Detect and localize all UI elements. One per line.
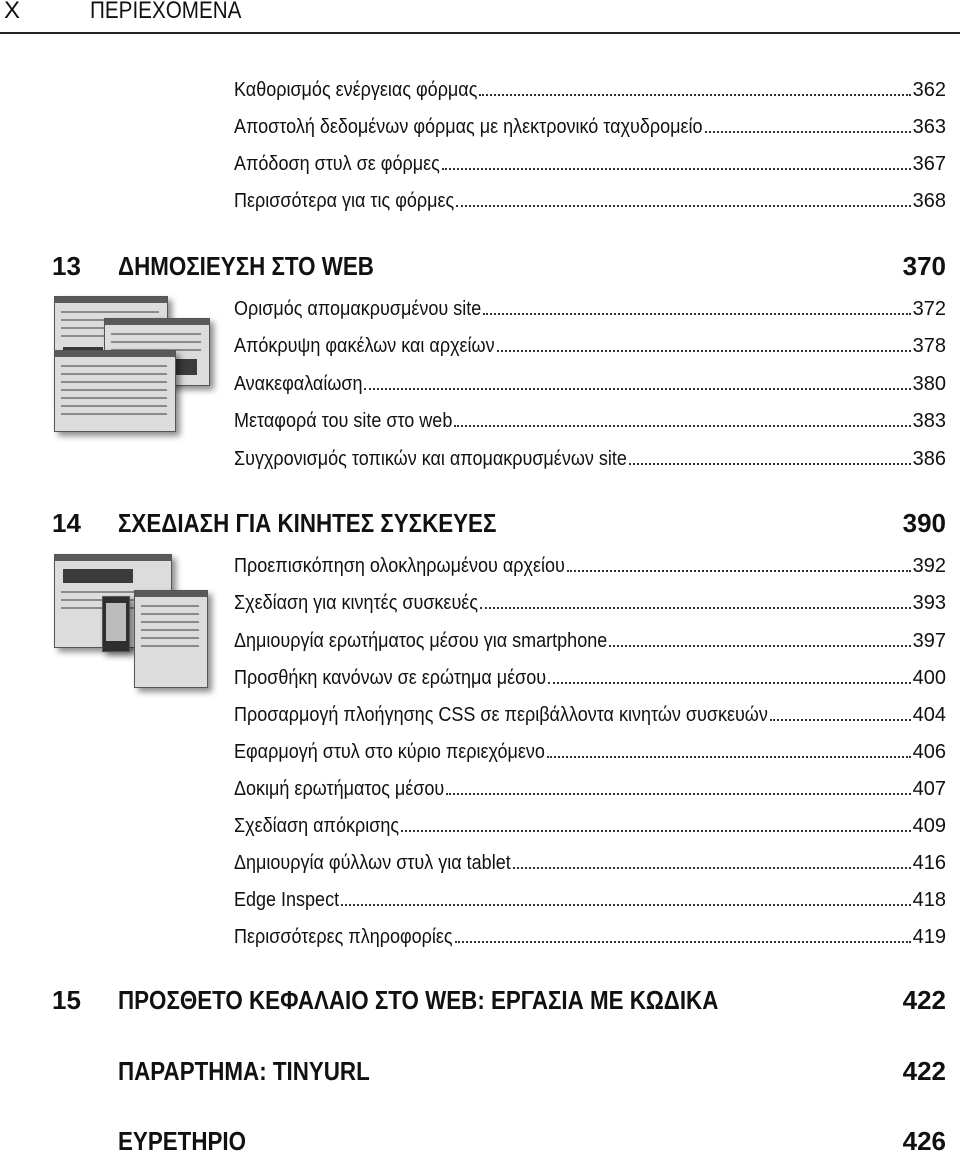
- toc-entry[interactable]: [234, 548, 946, 578]
- toc-entry-title: Σχεδίαση για κινητές συσκευές: [234, 592, 479, 614]
- toc-entry[interactable]: [234, 697, 946, 727]
- toc-entry-title: Edge Inspect: [234, 889, 340, 911]
- toc-entry-title: Απόκρυψη φακέλων και αρχείων: [234, 335, 495, 357]
- running-header: [0, 0, 960, 36]
- toc-entry-title: Σχεδίαση απόκρισης: [234, 815, 400, 837]
- chapter-title[interactable]: ΣΧΕΔΙΑΣΗ ΓΙΑ ΚΙΝΗΤΕΣ ΣΥΣΚΕΥΕΣ: [118, 508, 497, 538]
- toc-entry-page: 368: [912, 190, 946, 212]
- toc-entry-page: 416: [912, 852, 946, 874]
- chapter-number: 13: [52, 251, 81, 281]
- toc-entry[interactable]: [234, 808, 946, 838]
- toc-entry-title: Μεταφορά του site στο web: [234, 410, 453, 432]
- chapter-title[interactable]: ΠΡΟΣΘΕΤΟ ΚΕΦΑΛΑΙΟ ΣΤΟ WEB: ΕΡΓΑΣΙΑ ΜΕ ΚΩΔΙΚΑ: [118, 985, 719, 1015]
- toc-entry[interactable]: [234, 623, 946, 653]
- toc-entry-title: Περισσότερα για τις φόρμες: [234, 190, 455, 212]
- toc-entry-page: 363: [912, 116, 946, 138]
- leader-dots: [705, 131, 911, 133]
- toc-entry[interactable]: [234, 146, 946, 176]
- chapter-page: 422: [902, 985, 946, 1015]
- chapter-number: 14: [52, 508, 81, 538]
- toc-entry-page: 404: [912, 704, 946, 726]
- chapter-page: 370: [902, 251, 946, 281]
- leader-dots: [479, 94, 910, 96]
- leader-dots: [548, 682, 911, 684]
- toc-entry-page: 397: [912, 630, 946, 652]
- leader-dots: [364, 388, 910, 390]
- toc-entry-title: Δημιουργία φύλλων στυλ για tablet: [234, 852, 511, 874]
- toc-entry-page: 419: [912, 926, 946, 948]
- page-title: ΠΕΡΙΕΧΟΜΕΝΑ: [90, 0, 242, 24]
- chapter-page: 390: [902, 508, 946, 538]
- toc-entry-title: Δημιουργία ερωτήματος μέσου για smartphone: [234, 630, 608, 652]
- thumbnail-phone: [102, 596, 130, 652]
- toc-entry-title: Ανακεφαλαίωση: [234, 373, 363, 395]
- toc-entry-title: Δοκιμή ερωτήματος μέσου: [234, 778, 445, 800]
- leader-dots: [609, 645, 910, 647]
- toc-entry-page: 400: [912, 667, 946, 689]
- leader-dots: [401, 830, 911, 832]
- toc-entry[interactable]: [234, 585, 946, 615]
- thumbnail-window: [54, 350, 176, 432]
- toc-entry-page: 392: [912, 555, 946, 577]
- toc-entry-title: Αποστολή δεδομένων φόρμας με ηλεκτρονικό ταχυδρομείο: [234, 116, 703, 138]
- leader-dots: [770, 719, 911, 721]
- toc-entry[interactable]: [234, 441, 946, 471]
- leader-dots: [454, 425, 910, 427]
- toc-entry[interactable]: [234, 660, 946, 690]
- thumbnail-window: [134, 590, 208, 688]
- toc-entry-page: 393: [912, 592, 946, 614]
- leader-dots: [483, 313, 910, 315]
- toc-entry-page: 409: [912, 815, 946, 837]
- appendix-page: 422: [902, 1056, 946, 1086]
- toc-entry-title: Συγχρονισμός τοπικών και απομακρυσμένων site: [234, 448, 627, 470]
- toc-entry-page: 407: [912, 778, 946, 800]
- leader-dots: [456, 205, 910, 207]
- toc-entry[interactable]: [234, 291, 946, 321]
- toc-entry-title: Απόδοση στυλ σε φόρμες: [234, 153, 440, 175]
- leader-dots: [547, 756, 911, 758]
- index-page: 426: [902, 1126, 946, 1156]
- chapter-13-screenshot-thumbnail: [54, 296, 214, 436]
- leader-dots: [442, 168, 911, 170]
- toc-entry-title: Προσαρμογή πλοήγησης CSS σε περιβάλλοντα κινητών συσκευών: [234, 704, 768, 726]
- toc-entry-page: 362: [912, 79, 946, 101]
- leader-dots: [446, 793, 910, 795]
- toc-entry-title: Εφαρμογή στυλ στο κύριο περιεχόμενο: [234, 741, 545, 763]
- toc-entry[interactable]: [234, 845, 946, 875]
- leader-dots: [480, 607, 911, 609]
- page-number: X: [4, 0, 21, 24]
- toc-entry[interactable]: [234, 183, 946, 213]
- toc-entry[interactable]: [234, 882, 946, 912]
- toc-entry-page: 378: [912, 335, 946, 357]
- appendix-title[interactable]: ΠΑΡΑΡΤΗΜΑ: TINYURL: [118, 1056, 370, 1086]
- toc-entry[interactable]: [234, 771, 946, 801]
- toc-entry[interactable]: [234, 919, 946, 949]
- chapter-number: 15: [52, 985, 81, 1015]
- chapter-title[interactable]: ΔΗΜΟΣΙΕΥΣΗ ΣΤΟ WEB: [118, 251, 374, 281]
- toc-entry[interactable]: [234, 72, 946, 102]
- toc-entry-title: Ορισμός απομακρυσμένου site: [234, 298, 482, 320]
- toc-entry-page: 383: [912, 410, 946, 432]
- leader-dots: [513, 867, 911, 869]
- leader-dots: [455, 941, 911, 943]
- toc-entry[interactable]: [234, 328, 946, 358]
- leader-dots: [629, 463, 911, 465]
- toc-entry-page: 380: [912, 373, 946, 395]
- toc-entry-page: 386: [912, 448, 946, 470]
- toc-entry[interactable]: [234, 403, 946, 433]
- toc-entry[interactable]: [234, 734, 946, 764]
- leader-dots: [567, 570, 911, 572]
- toc-entry-page: 372: [912, 298, 946, 320]
- index-title[interactable]: ΕΥΡΕΤΗΡΙΟ: [118, 1126, 246, 1156]
- chapter-14-screenshot-thumbnail: [54, 554, 214, 694]
- leader-dots: [497, 350, 911, 352]
- toc-entry-title: Καθορισμός ενέργειας φόρμας: [234, 79, 478, 101]
- toc-entry-title: Προεπισκόπηση ολοκληρωμένου αρχείου: [234, 555, 565, 577]
- toc-entry[interactable]: [234, 366, 946, 396]
- header-rule: [0, 32, 960, 34]
- toc-entry-page: 367: [912, 153, 946, 175]
- toc-entry-title: Προσθήκη κανόνων σε ερώτημα μέσου: [234, 667, 547, 689]
- toc-entry-page: 418: [912, 889, 946, 911]
- toc-entry-title: Περισσότερες πληροφορίες: [234, 926, 453, 948]
- toc-entry[interactable]: [234, 109, 946, 139]
- toc-entry-page: 406: [912, 741, 946, 763]
- leader-dots: [341, 904, 911, 906]
